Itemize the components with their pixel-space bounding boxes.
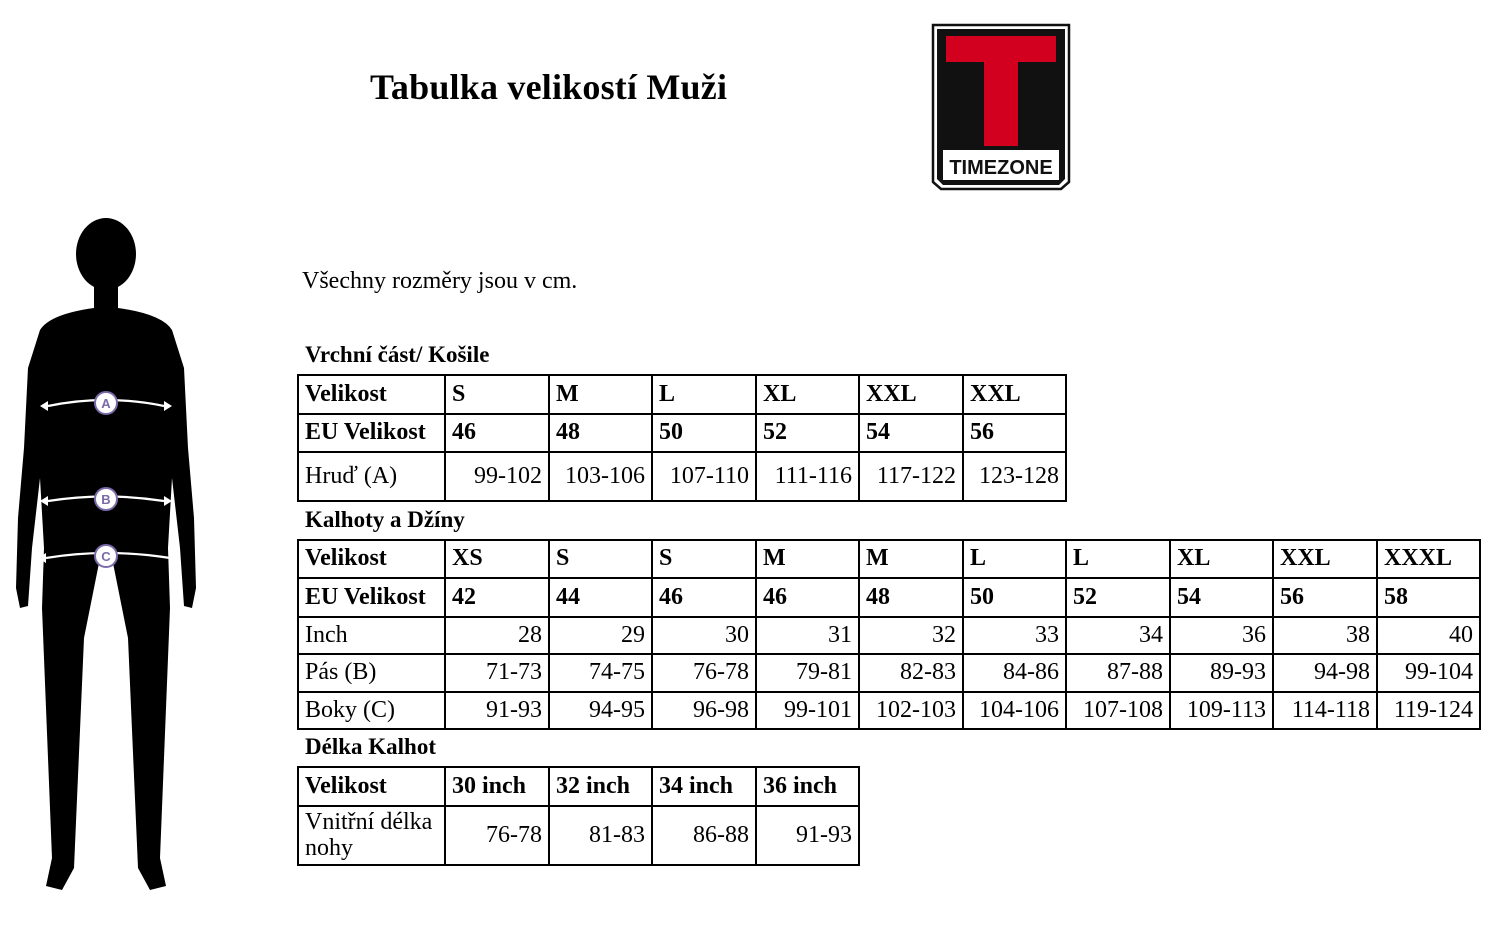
table-row <box>298 578 1480 617</box>
table-cell: 109-113 <box>1170 692 1273 729</box>
table-cell: Vnitřní délka nohy <box>298 806 445 865</box>
table-cell: 114-118 <box>1273 692 1377 729</box>
table-cell: 81-83 <box>549 806 652 865</box>
table-cell: 34 inch <box>652 767 756 806</box>
table-cell: 91-93 <box>756 806 859 865</box>
table-row <box>298 375 1066 414</box>
pants-title: Kalhoty a Džíny <box>305 507 465 532</box>
table-cell: Hruď (A) <box>298 452 445 501</box>
table-cell: 117-122 <box>859 452 963 501</box>
table-cell: XXL <box>963 375 1066 414</box>
table-cell: 38 <box>1273 617 1377 654</box>
table-cell: M <box>859 540 963 578</box>
table-cell: XS <box>445 540 549 578</box>
table-cell: 52 <box>756 414 859 452</box>
table-cell: 87-88 <box>1066 654 1170 692</box>
table-cell: S <box>652 540 756 578</box>
table-cell: 32 <box>859 617 963 654</box>
table-cell: 48 <box>549 414 652 452</box>
units-note: Všechny rozměry jsou v cm. <box>302 268 578 294</box>
table-row <box>298 452 1066 501</box>
table-cell: 29 <box>549 617 652 654</box>
svg-text:A: A <box>101 396 111 411</box>
tops-table <box>297 374 1067 502</box>
table-row <box>298 617 1480 654</box>
table-cell: 31 <box>756 617 859 654</box>
table-cell: 94-95 <box>549 692 652 729</box>
table-cell: 111-116 <box>756 452 859 501</box>
table-cell: EU Velikost <box>298 414 445 452</box>
length-title: Délka Kalhot <box>305 734 436 759</box>
table-cell: S <box>445 375 549 414</box>
table-cell: 28 <box>445 617 549 654</box>
table-cell: 76-78 <box>445 806 549 865</box>
table-cell: 52 <box>1066 578 1170 617</box>
table-cell: 94-98 <box>1273 654 1377 692</box>
logo-text: TIMEZONE <box>949 157 1053 179</box>
table-cell: EU Velikost <box>298 578 445 617</box>
table-cell: M <box>549 375 652 414</box>
table-cell: 36 <box>1170 617 1273 654</box>
table-cell: Velikost <box>298 767 445 806</box>
table-cell: 56 <box>1273 578 1377 617</box>
table-cell: Inch <box>298 617 445 654</box>
length-table <box>297 766 860 866</box>
table-cell: 36 inch <box>756 767 859 806</box>
table-row <box>298 767 859 806</box>
table-cell: 84-86 <box>963 654 1066 692</box>
table-cell: 76-78 <box>652 654 756 692</box>
table-cell: 50 <box>963 578 1066 617</box>
table-cell: 46 <box>652 578 756 617</box>
table-cell: 54 <box>1170 578 1273 617</box>
table-cell: 44 <box>549 578 652 617</box>
table-cell: 71-73 <box>445 654 549 692</box>
table-row <box>298 414 1066 452</box>
table-cell: 40 <box>1377 617 1480 654</box>
table-cell: 107-108 <box>1066 692 1170 729</box>
table-cell: XXL <box>1273 540 1377 578</box>
timezone-logo <box>930 22 1072 192</box>
svg-text:B: B <box>101 492 111 507</box>
table-cell: M <box>756 540 859 578</box>
table-cell: Velikost <box>298 375 445 414</box>
body-silhouette <box>10 218 202 908</box>
table-cell: 103-106 <box>549 452 652 501</box>
table-row <box>298 806 859 865</box>
marker-c <box>95 545 117 567</box>
table-cell: 58 <box>1377 578 1480 617</box>
table-row <box>298 540 1480 578</box>
table-cell: 30 <box>652 617 756 654</box>
table-cell: 33 <box>963 617 1066 654</box>
marker-b <box>95 488 117 510</box>
table-cell: 99-102 <box>445 452 549 501</box>
page-title: Tabulka velikostí Muži <box>370 67 728 107</box>
svg-text:C: C <box>101 549 111 564</box>
table-cell: 50 <box>652 414 756 452</box>
table-cell: Velikost <box>298 540 445 578</box>
table-cell: L <box>652 375 756 414</box>
table-cell: 48 <box>859 578 963 617</box>
table-cell: 96-98 <box>652 692 756 729</box>
table-row <box>298 692 1480 729</box>
table-cell: 99-104 <box>1377 654 1480 692</box>
table-cell: 79-81 <box>756 654 859 692</box>
table-cell: XL <box>756 375 859 414</box>
table-cell: 107-110 <box>652 452 756 501</box>
table-row <box>298 654 1480 692</box>
table-cell: Boky (C) <box>298 692 445 729</box>
table-cell: 82-83 <box>859 654 963 692</box>
marker-a <box>95 392 117 414</box>
table-cell: 46 <box>756 578 859 617</box>
table-cell: XXL <box>859 375 963 414</box>
table-cell: 42 <box>445 578 549 617</box>
table-cell: 86-88 <box>652 806 756 865</box>
pants-table <box>297 539 1481 730</box>
table-cell: 123-128 <box>963 452 1066 501</box>
table-cell: 102-103 <box>859 692 963 729</box>
table-cell: 119-124 <box>1377 692 1480 729</box>
table-cell: 34 <box>1066 617 1170 654</box>
table-cell: 54 <box>859 414 963 452</box>
table-cell: 104-106 <box>963 692 1066 729</box>
table-cell: 46 <box>445 414 549 452</box>
table-cell: Pás (B) <box>298 654 445 692</box>
table-cell: 56 <box>963 414 1066 452</box>
table-cell: L <box>963 540 1066 578</box>
table-cell: 74-75 <box>549 654 652 692</box>
table-cell: XL <box>1170 540 1273 578</box>
table-cell: XXXL <box>1377 540 1480 578</box>
table-cell: 30 inch <box>445 767 549 806</box>
table-cell: S <box>549 540 652 578</box>
table-cell: 99-101 <box>756 692 859 729</box>
tops-title: Vrchní část/ Košile <box>305 342 490 367</box>
table-cell: L <box>1066 540 1170 578</box>
table-cell: 89-93 <box>1170 654 1273 692</box>
table-cell: 91-93 <box>445 692 549 729</box>
table-cell: 32 inch <box>549 767 652 806</box>
